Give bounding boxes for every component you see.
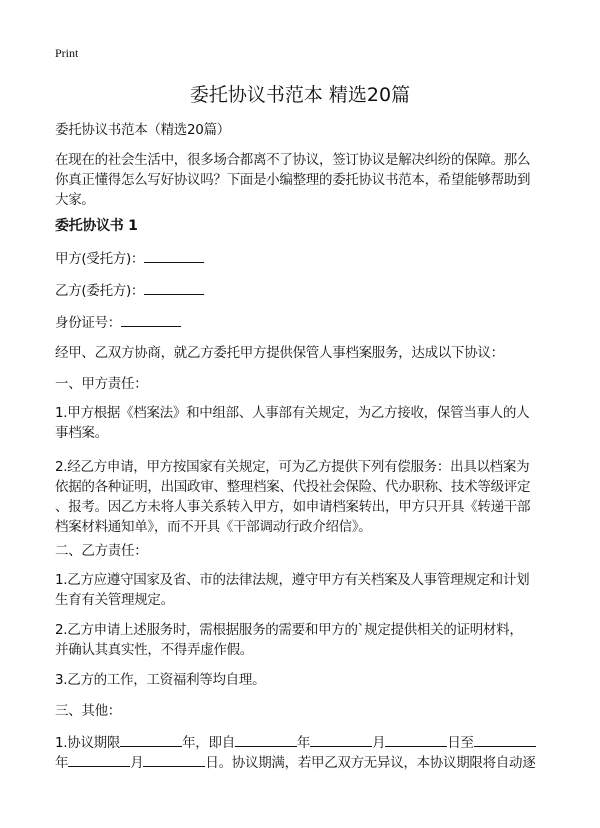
blank-line: [120, 732, 182, 747]
text-line: [55, 732, 536, 752]
text-line: 生育有关管理规定。: [55, 592, 174, 608]
blank-line: [474, 732, 536, 747]
text-line: 1.甲方根据《档案法》和中组部、人事部有关规定，为乙方接收，保管当事人的人: [55, 405, 530, 421]
text-segment: 月: [372, 735, 386, 751]
text-segment: 年: [55, 755, 69, 771]
party-b-field: [55, 280, 204, 301]
blank-line: [144, 280, 204, 295]
id-number-label: 身份证号：: [55, 315, 121, 331]
intro-paragraph: [55, 150, 530, 210]
page-title: 委托协议书范本 精选20篇: [189, 84, 411, 106]
blank-line: [385, 732, 447, 747]
text-line: 在现在的社会生活中，很多场合都离不了协议，签订协议是解决纠纷的保障。那么: [55, 152, 531, 168]
text-line: 并确认其真实性，不得弄虚作假。: [55, 642, 253, 658]
section-2-heading: 二、乙方责任：: [55, 543, 148, 559]
id-number-field: [55, 312, 181, 333]
blank-line: [143, 752, 205, 767]
section-3-heading: 三、其他：: [55, 703, 121, 719]
s3-item-1: [55, 732, 536, 772]
text-segment: 1.协议期限: [55, 735, 121, 751]
text-line: 1.乙方应遵守国家及省、市的法律法规，遵守甲方有关档案及人事管理规定和计划: [55, 572, 530, 588]
print-link[interactable]: Print: [55, 46, 79, 60]
s2-item-2: [55, 620, 523, 660]
s1-item-2: [55, 457, 530, 537]
s2-item-1: [55, 570, 529, 610]
section-heading: 委托协议书 1: [55, 218, 138, 234]
blank-line: [144, 248, 204, 263]
blank-line: [310, 732, 372, 747]
s1-item-1: [55, 403, 529, 443]
text-line: [55, 752, 536, 772]
text-segment: 日至: [447, 735, 474, 751]
text-line: 大家。: [55, 192, 95, 208]
text-line: 你真正懂得怎么写好协议吗？下面是小编整理的委托协议书范本，希望能够帮助到: [55, 172, 531, 188]
party-a-field: [55, 248, 204, 269]
text-line: 事档案。: [55, 425, 108, 441]
text-line: 依据的各种证明，出国政审、整理档案、代投社会保险、代办职称、技术等级评定: [55, 479, 531, 495]
text-segment: 月: [130, 755, 144, 771]
subtitle: 委托协议书范本（精选20篇）: [55, 122, 230, 138]
text-line: 2.乙方申请上述服务时，需根据服务的需要和甲方的`规定提供相关的证明材料，: [55, 622, 523, 638]
text-segment: 年: [296, 735, 311, 751]
agreement-text: 经甲、乙双方协商，就乙方委托甲方提供保管人事档案服务，达成以下协议：: [55, 345, 504, 361]
section-1-heading: 一、甲方责任：: [55, 376, 148, 392]
s2-item-3: 3.乙方的工作，工资福利等均自理。: [55, 672, 266, 688]
text-segment: 年，即自: [182, 735, 235, 751]
party-b-label: 乙方(委托方)：: [55, 283, 145, 299]
text-line: 、报考。因乙方未将人事关系转入甲方，如申请档案转出，甲方只开具《转递干部: [55, 499, 531, 515]
party-a-label: 甲方(受托方)：: [55, 251, 145, 267]
text-line: 2.经乙方申请，甲方按国家有关规定，可为乙方提供下列有偿服务：出具以档案为: [55, 459, 530, 475]
blank-line: [235, 732, 297, 747]
blank-line: [68, 752, 130, 767]
blank-line: [121, 312, 181, 327]
text-segment: 日。协议期满，若甲乙双方无异议，本协议期限将自动逐: [205, 755, 536, 771]
text-line: 档案材料通知单》，而不开具《干部调动行政介绍信》。: [55, 519, 372, 535]
